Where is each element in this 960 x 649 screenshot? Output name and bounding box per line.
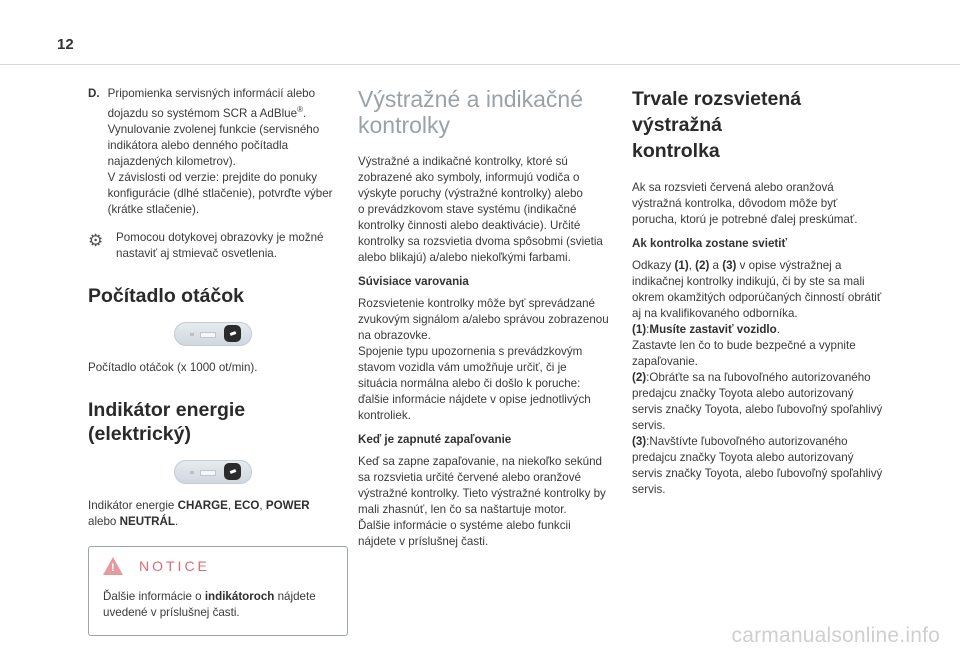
- item-letter: D.: [88, 87, 100, 100]
- tachometer-gauge-image: [174, 322, 252, 346]
- tip-block: [88, 230, 348, 262]
- related-warnings-text: Rozsvietenie kontrolky môže byť sprevádzané zvukovým signálom a/alebo správou zobrazenou na obrazovke. Spojenie typu upozornenia s prevádzkovým stavom vozidla vám umožňuje určiť, či je situácia normálna alebo či došlo k poruche: ďalšie informácie nájdete v opise jednotlivých kontroliek.: [358, 297, 609, 422]
- item-d-text: Pripomienka servisných informácií alebo dojazdu so systémom SCR a AdBlue®. Vynulovanie zvolenej funkcie (servisného indikátora alebo denného počítadla najazdených kilometrov). V závislosti od verzie: prejdite do ponuky konfigurácie (dlhé stlačenie), potvrďte výber (krátke stlačenie).: [107, 87, 333, 216]
- warning-lights-intro: Výstražné a indikačné kontrolky, ktoré sú zobrazené ako symboly, informujú vodiča o výskyte poruchy (výstražné kontrolky) alebo o prevádzkovom stave systému (indikačné kontrolky činnosti alebo deaktivácie). Určité kontrolky sa rozsvietia dvoma spôsobmi (svietia alebo blikajú) a/alebo niekoľkými farbami.: [358, 155, 603, 264]
- stays-on-heading: Ak kontrolka zostane svietiť: [632, 237, 788, 250]
- notice-header: [103, 557, 333, 575]
- energy-gauge-image: [174, 460, 252, 484]
- energy-caption: Indikátor energie CHARGE, ECO, POWER alebo NEUTRÁL.: [88, 498, 310, 528]
- notice-title: NOTICE: [139, 557, 210, 574]
- references-text: Odkazy (1), (2) a (3) v opise výstražnej a indikačnej kontrolky indikujú, či by ste sa mali okrem okamžitých odporúčaných činností obrátiť aj na kvalifikovaného odborníka. (1):Musíte zastaviť vozidlo. Zastavte len čo to bude bezpečné a vypnite zapaľovanie. (2):Obráťte sa na ľubovoľného autorizovaného predajcu značky Toyota alebo autorizovaný servis značky Toyota, alebo ľubovoľný spoľahlivý servis. (3):Navštívte ľubovoľného autorizovaného predajcu značky Toyota alebo autorizovaný servis značky Toyota, alebo ľubovoľný spoľahlivý servis.: [632, 259, 883, 496]
- warning-triangle-icon: [103, 557, 123, 575]
- ignition-on-heading: Keď je zapnuté zapaľovanie: [358, 433, 512, 446]
- energy-heading: Indikátor energie (elektrický): [88, 398, 246, 445]
- notice-text: Ďalšie informácie o indikátoroch nájdete uvedené v príslušnej časti.: [103, 589, 316, 619]
- watermark: carmanualsonline.info: [731, 624, 940, 647]
- ignition-on-text: Keď sa zapne zapaľovanie, na niekoľko sekúnd sa rozsvietia určité červené alebo oranžové výstražné kontrolky. Tieto výstražné kontrolky by mali zhasnúť, len čo sa naštartuje motor. Ďalšie informácie o systéme alebo funkcii nájdete v príslušnej časti.: [358, 455, 606, 548]
- column-right: [632, 86, 894, 498]
- page-number: 12: [57, 36, 74, 53]
- column-middle: [358, 86, 620, 550]
- related-warnings-heading: Súvisiace varovania: [358, 275, 469, 288]
- gear-icon: ⚙: [88, 230, 104, 250]
- column-left: [88, 86, 348, 636]
- tachometer-heading: Počítadlo otáčok: [88, 284, 245, 307]
- permanent-warning-heading: Trvale rozsvietená výstražná kontrolka: [632, 88, 802, 162]
- list-item-d: [88, 86, 348, 218]
- permanent-warning-intro: Ak sa rozsvieti červená alebo oranžová výstražná kontrolka, dôvodom môže byť porucha, ktorú je potrebné ďalej preskúmať.: [632, 181, 858, 226]
- notice-box: [88, 546, 348, 636]
- tip-text: Pomocou dotykovej obrazovky je možné nastaviť aj stmievač osvetlenia.: [116, 230, 324, 260]
- warning-lights-heading: Výstražné a indikačné kontrolky: [358, 86, 584, 138]
- header-divider: [0, 64, 960, 65]
- tachometer-caption: Počítadlo otáčok (x 1000 ot/min).: [88, 360, 258, 374]
